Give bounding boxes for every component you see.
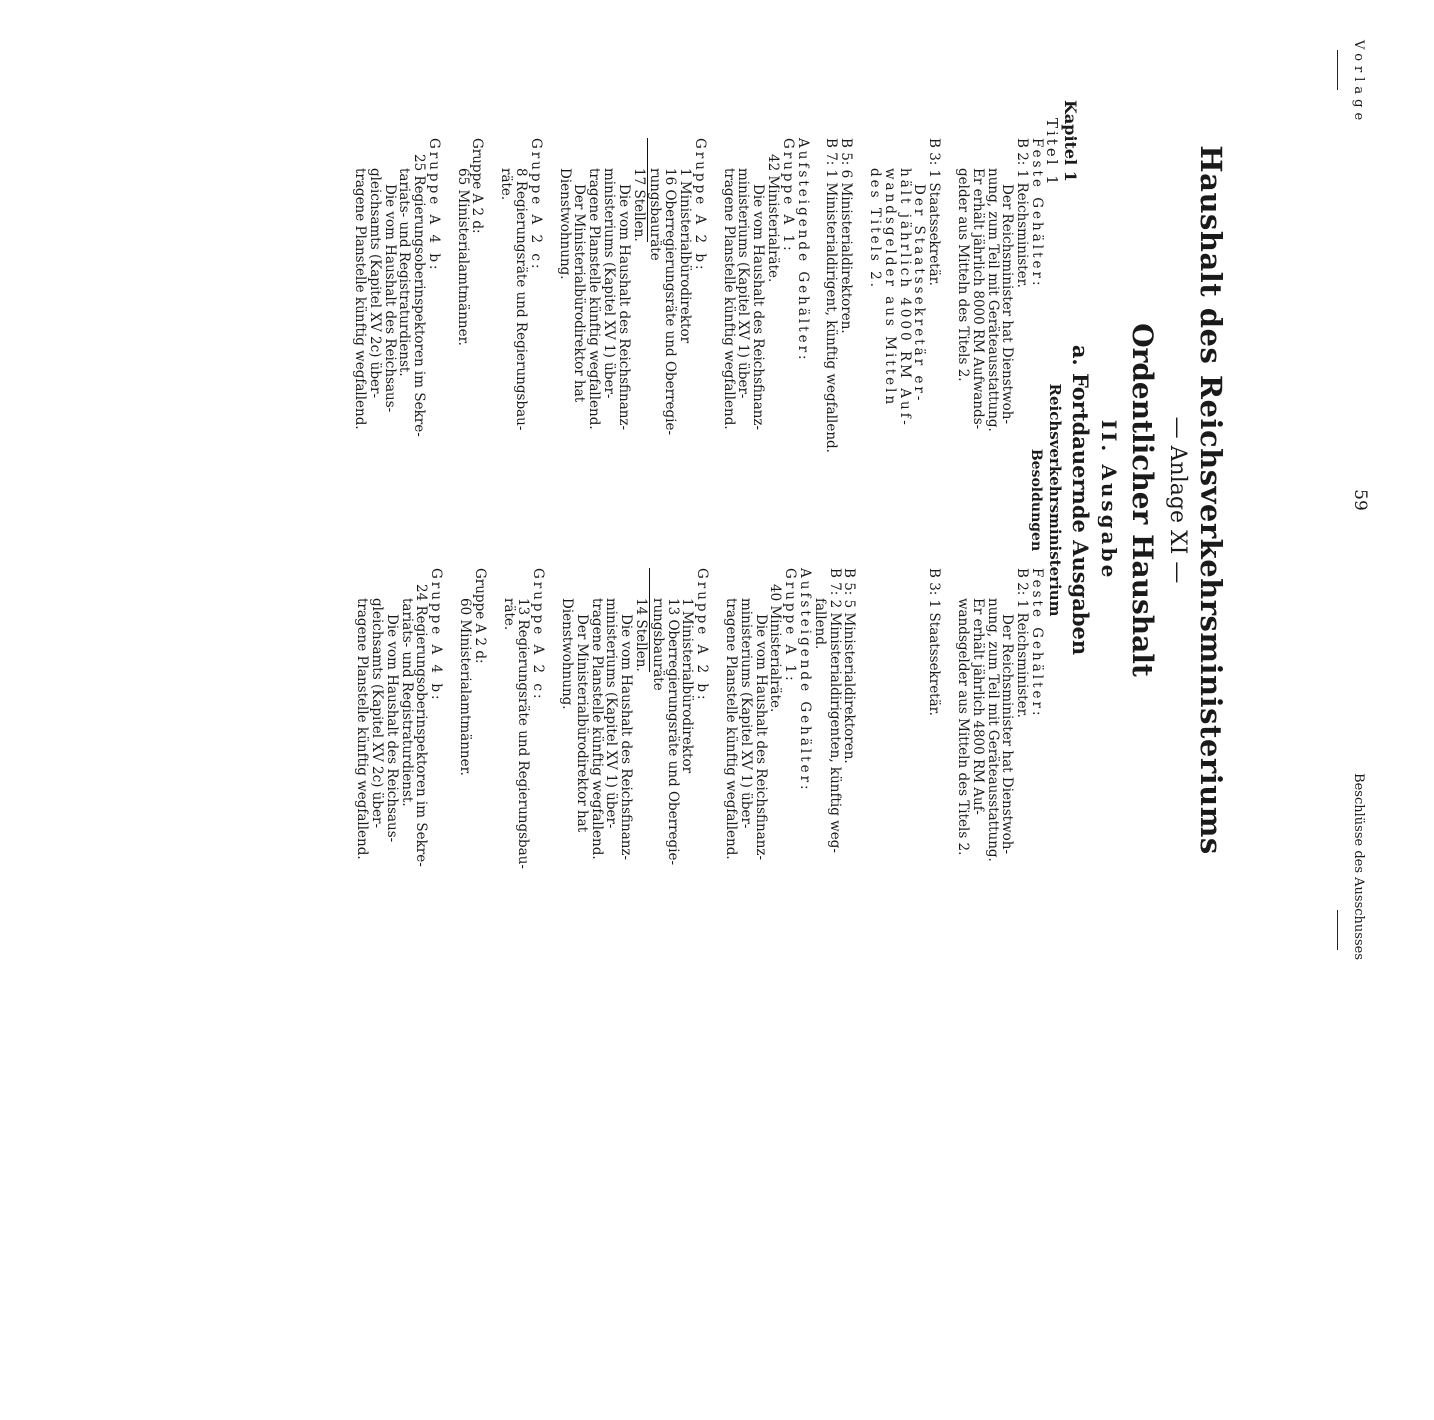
text-line: 16 Oberregierungsräte und Oberregie- bbox=[662, 168, 679, 436]
spacer bbox=[853, 138, 867, 578]
spacer bbox=[941, 138, 955, 578]
text-line: Gruppe A 2 b: bbox=[691, 138, 708, 273]
text-line: gelder aus Mitteln des Titels 2. bbox=[955, 168, 972, 382]
text-line: räte. bbox=[498, 168, 515, 201]
text-line: Gruppe A 1: bbox=[779, 138, 796, 254]
spacer bbox=[941, 568, 955, 1008]
text-line: B 7: 2 Ministerialdirigenten, künftig weg- bbox=[826, 568, 843, 853]
text-line: tragene Planstelle künftig wegfallend. bbox=[588, 598, 605, 860]
besoldungen-title: Besoldungen bbox=[1028, 448, 1044, 552]
text-line: Er erhält jährlich 8000 RM Aufwands- bbox=[969, 168, 986, 430]
beschluesse-column bbox=[355, 568, 1044, 1008]
text-line: rungsbauräte bbox=[649, 598, 666, 691]
ausgabe-title: II. Ausgabe bbox=[1097, 419, 1121, 581]
text-line: Gruppe A 4 b: bbox=[428, 568, 445, 703]
text-line: 1 Ministerialbürodirektor bbox=[679, 598, 696, 774]
header-rule-left bbox=[1337, 50, 1338, 90]
text-line: Der Ministerialbürodirektor hat bbox=[573, 614, 590, 833]
page-number: 59 bbox=[1350, 489, 1370, 511]
text-line: 60 Ministerialamtmänner. bbox=[457, 598, 474, 776]
text-line: rungsbauräte bbox=[647, 168, 664, 261]
text-line: Der Reichsminister hat Dienstwoh- bbox=[999, 614, 1016, 855]
text-line: 14 Stellen. bbox=[633, 568, 650, 672]
text-line: Gruppe A 2 c: bbox=[527, 138, 544, 272]
text-line: tragene Planstelle künftig wegfallend. bbox=[586, 168, 603, 430]
text-line: ministeriums (Kapitel XV 1) über- bbox=[737, 598, 754, 829]
text-line: Die vom Haushalt des Reichsfinanz- bbox=[750, 184, 767, 431]
spacer bbox=[487, 568, 501, 1008]
text-line: Feste Gehälter: bbox=[1029, 138, 1045, 289]
text-line: gleichsamts (Kapitel XV 2c) über- bbox=[369, 598, 386, 829]
text-line: hält jährlich 4000 RM Auf- bbox=[896, 168, 913, 428]
text-line: Gruppe A 2 d: bbox=[469, 138, 486, 234]
spacer bbox=[856, 568, 870, 1008]
text-line: wandsgelder aus Mitteln des Titels 2. bbox=[955, 598, 972, 856]
text-line: 17 Stellen. bbox=[631, 138, 648, 242]
text-line: Gruppe A 2 d: bbox=[471, 568, 488, 664]
text-line: 40 Ministerialräte. bbox=[767, 584, 784, 713]
text-line: fallend. bbox=[811, 598, 828, 650]
main-title: Haushalt des Reichsverkehrsministeriums bbox=[1194, 145, 1228, 855]
text-line: B 2: 1 Reichsminister. bbox=[1014, 568, 1031, 718]
text-line: 1 Ministerialbürodirektor bbox=[677, 168, 694, 344]
text-line: 65 Ministerialamtmänner. bbox=[454, 168, 471, 346]
titel-label: Titel 1 bbox=[1043, 118, 1061, 188]
text-line: gleichsamts (Kapitel XV 2c) über- bbox=[366, 168, 383, 399]
text-line: 25 Regierungsoberinspektoren im Sekre- bbox=[411, 154, 428, 437]
page-header bbox=[1326, 40, 1370, 960]
text-line: Die vom Haushalt des Reichsaus- bbox=[381, 184, 398, 413]
text-line: B 5: 5 Ministerialdirektoren. bbox=[841, 568, 858, 764]
spacer bbox=[810, 138, 824, 578]
text-line: 13 Regierungsräte und Regierungsbau- bbox=[515, 598, 532, 869]
title-block bbox=[1027, 60, 1229, 940]
section-title: a. Fortdauernde Ausgaben bbox=[1068, 344, 1093, 656]
text-line: tariats- und Registraturdienst. bbox=[398, 598, 415, 807]
haushalt-title: Ordentlicher Haushalt bbox=[1126, 323, 1159, 677]
text-line: tragene Planstelle künftig wegfallend. bbox=[354, 598, 371, 860]
spacer bbox=[543, 138, 557, 578]
text-line: Aufsteigende Gehälter: bbox=[794, 138, 811, 363]
text-line: ministeriums (Kapitel XV 1) über- bbox=[601, 168, 618, 399]
text-line: nung, zum Teil mit Geräteausstattung. bbox=[984, 598, 1001, 862]
text-line: Feste Gehälter: bbox=[1029, 568, 1045, 719]
spacer bbox=[898, 568, 912, 1008]
spacer bbox=[545, 568, 559, 1008]
text-line: Die vom Haushalt des Reichsaus- bbox=[383, 614, 400, 843]
text-line: tragene Planstelle künftig wegfallend. bbox=[720, 168, 737, 430]
text-line: ministeriums (Kapitel XV 1) über- bbox=[735, 168, 752, 399]
spacer bbox=[884, 568, 898, 1008]
spacer bbox=[485, 138, 499, 578]
spacer bbox=[709, 568, 723, 1008]
spacer bbox=[870, 568, 884, 1008]
header-beschluesse: Beschlüsse des Ausschusses bbox=[1351, 773, 1366, 960]
text-line: Er erhält jährlich 4800 RM Auf- bbox=[969, 598, 986, 815]
text-line: Die vom Haushalt des Reichsfinanz- bbox=[752, 614, 769, 861]
text-line: Die vom Haushalt des Reichsfinanz- bbox=[615, 184, 632, 431]
text-line: B 5: 6 Ministerialdirektoren. bbox=[838, 138, 855, 334]
ministry-title: Reichsverkehrsministerium bbox=[1046, 383, 1064, 617]
text-line: Der Ministerialbürodirektor hat bbox=[571, 184, 588, 403]
text-line: Der Reichsminister hat Dienstwoh- bbox=[999, 184, 1016, 425]
text-line: Der Staatssekretär er- bbox=[911, 184, 928, 404]
header-rule-right bbox=[1337, 910, 1338, 950]
text-line: tariats- und Registraturdienst. bbox=[396, 168, 413, 377]
text-line: des Titels 2. bbox=[867, 168, 884, 291]
text-line: 8 Regierungsräte und Regierungsbau- bbox=[513, 168, 530, 431]
text-line: Gruppe A 4 b: bbox=[425, 138, 442, 273]
spacer bbox=[707, 138, 721, 578]
text-line: Gruppe A 1: bbox=[782, 568, 799, 684]
text-line: tragene Planstelle künftig wegfallend. bbox=[723, 598, 740, 860]
header-vorlage: Vorlage bbox=[1351, 40, 1366, 126]
text-line: tragene Planstelle künftig wegfallend. bbox=[351, 168, 368, 430]
text-line: 24 Regierungsoberinspektoren im Sekre- bbox=[413, 584, 430, 867]
text-line: ministeriums (Kapitel XV 1) über- bbox=[603, 598, 620, 829]
text-line: B 2: 1 Reichsminister. bbox=[1014, 138, 1031, 288]
spacer bbox=[912, 568, 926, 1008]
anlage-title: — Anlage XI — bbox=[1165, 416, 1190, 584]
text-line: nung, zum Teil mit Geräteausstattung. bbox=[984, 168, 1001, 432]
text-line: Dienstwohnung. bbox=[556, 168, 573, 280]
text-line: 13 Oberregierungsräte und Oberregie- bbox=[664, 598, 681, 866]
vorlage-column bbox=[352, 138, 1044, 578]
text-line: Gruppe A 2 c: bbox=[530, 568, 547, 702]
text-line: B 7: 1 Ministerialdirigent, künftig wegfallend. bbox=[823, 138, 840, 453]
spacer bbox=[443, 568, 457, 1008]
text-line: Aufsteigende Gehälter: bbox=[797, 568, 814, 793]
kapitel-heading bbox=[1043, 100, 1079, 188]
text-line: Die vom Haushalt des Reichsfinanz- bbox=[618, 614, 635, 861]
text-line: wandsgelder aus Mitteln bbox=[881, 168, 898, 408]
kapitel-label: Kapitel 1 bbox=[1061, 100, 1080, 182]
text-line: Dienstwohnung. bbox=[559, 598, 576, 710]
text-line: Gruppe A 2 b: bbox=[694, 568, 711, 703]
text-line: 42 Ministerialräte. bbox=[765, 154, 782, 283]
text-line: B 3: 1 Staatssekretär. bbox=[926, 138, 943, 286]
spacer bbox=[441, 138, 455, 578]
text-line: B 3: 1 Staatssekretär. bbox=[926, 568, 943, 716]
text-line: räte. bbox=[500, 598, 517, 631]
